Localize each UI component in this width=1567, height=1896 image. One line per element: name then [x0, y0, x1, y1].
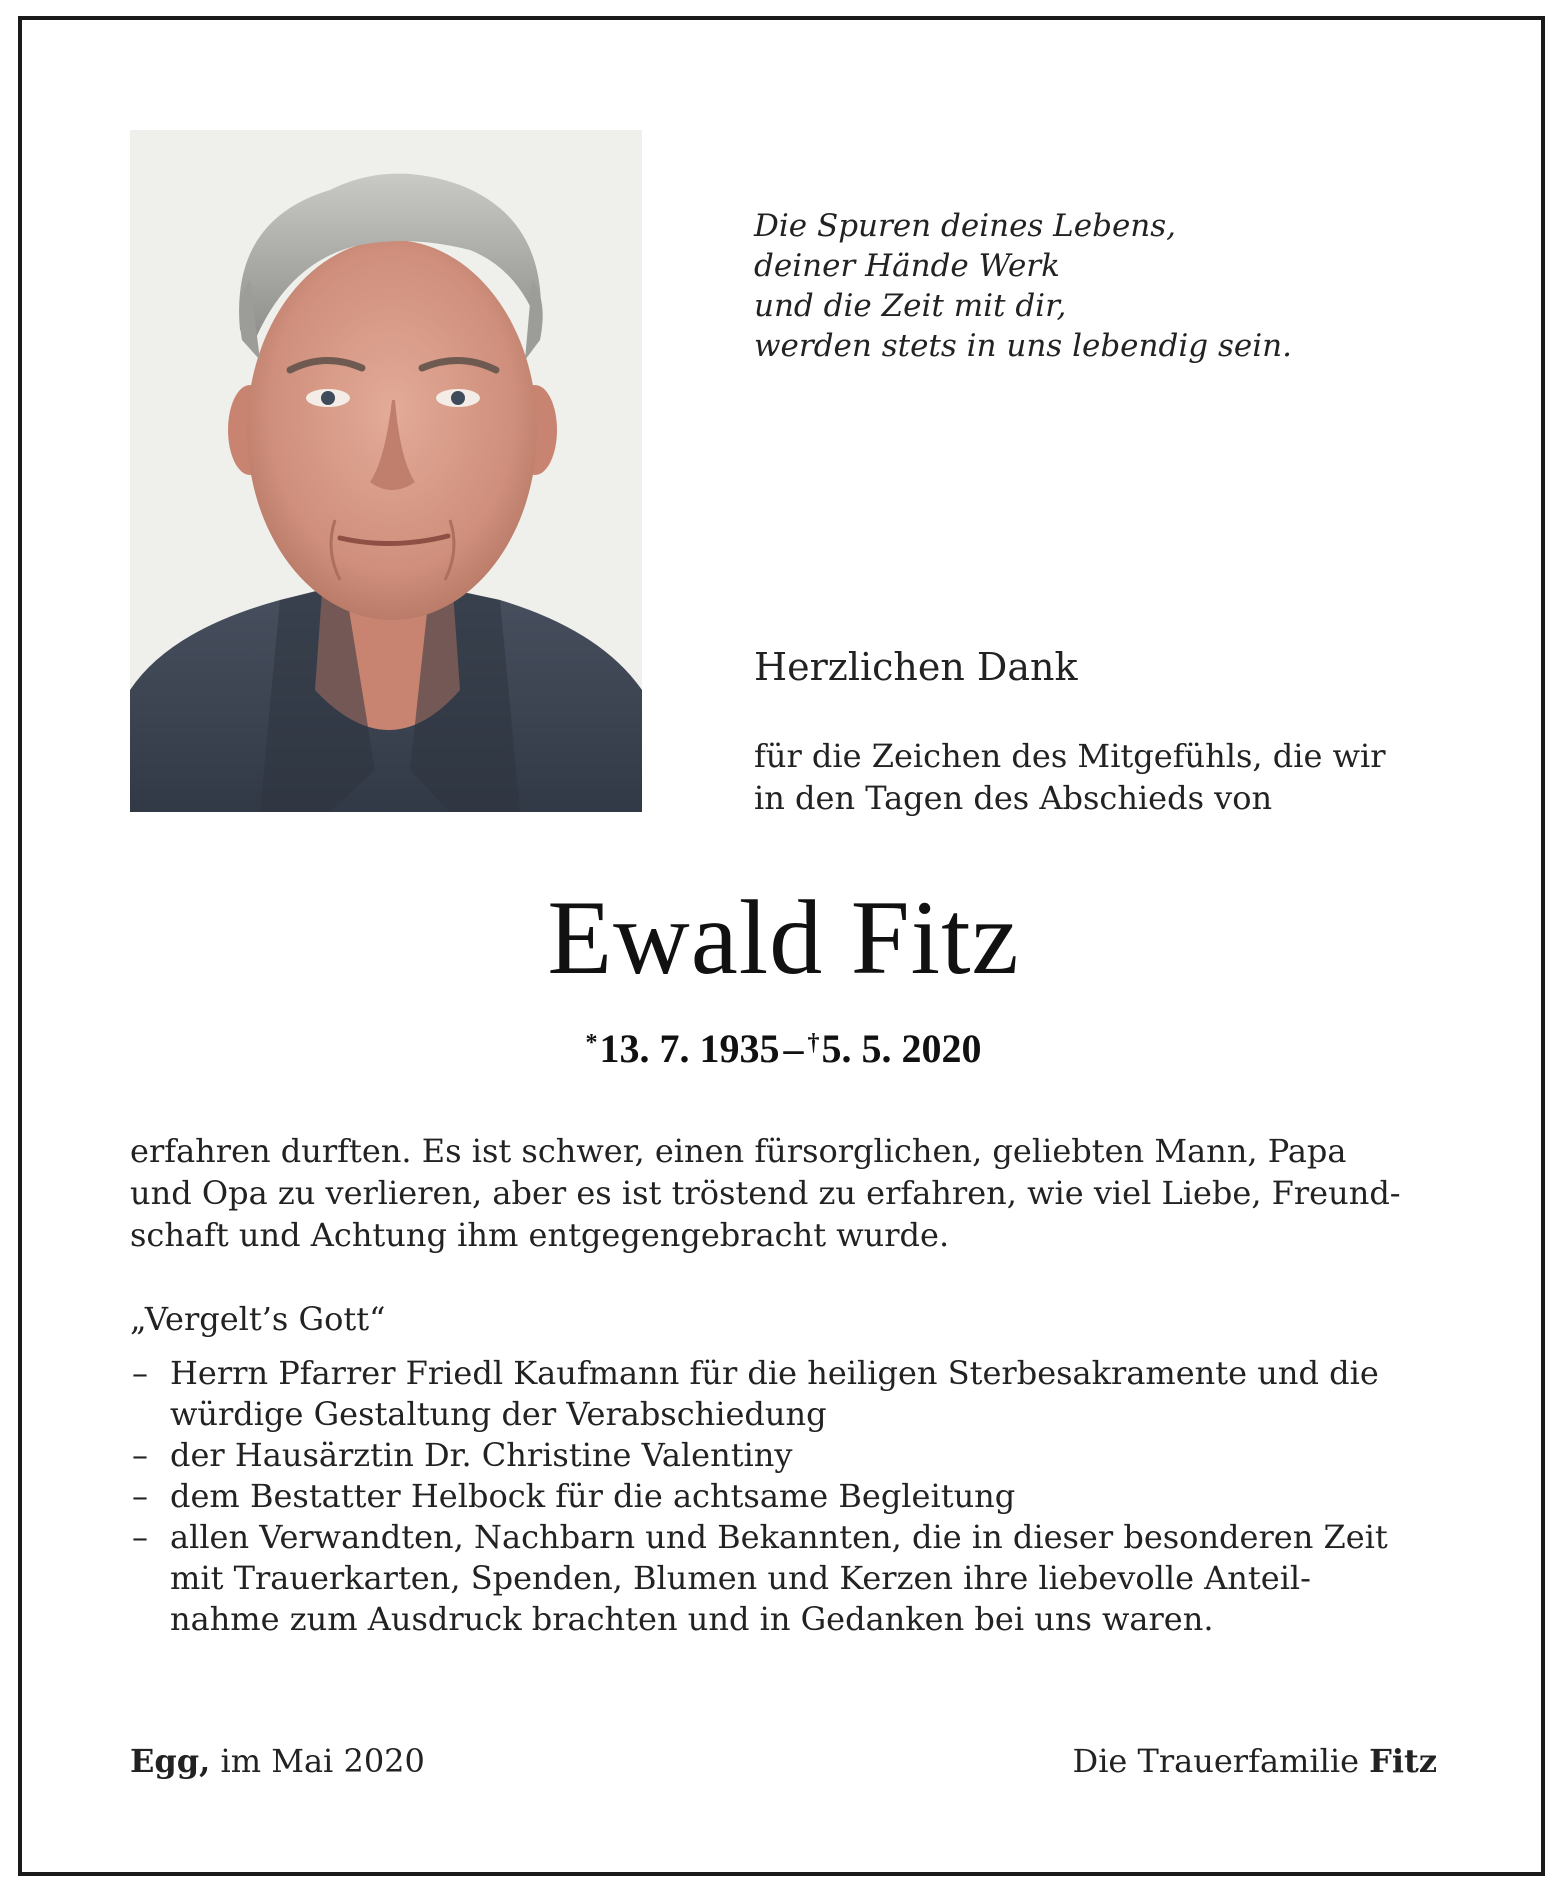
body-paragraph: [130, 1130, 1438, 1256]
family-prefix: Die Trauerfamilie: [1072, 1742, 1359, 1780]
list-item-line: der Hausärztin Dr. Christine Valentiny: [170, 1436, 793, 1474]
family-signature: [1073, 1740, 1437, 1782]
list-item-line: nahme zum Ausdruck brachten und in Gedanken bei uns waren.: [170, 1600, 1214, 1638]
place-name: Egg,: [130, 1742, 211, 1780]
deceased-name: Ewald Fitz: [547, 879, 1020, 996]
body-line: erfahren durften. Es ist schwer, einen fürsorglichen, geliebten Mann, Papa: [130, 1132, 1347, 1170]
poem-line: und die Zeit mit dir,: [754, 288, 1067, 324]
poem-line: werden stets in uns lebendig sein.: [754, 328, 1292, 364]
list-dash: –: [132, 1354, 148, 1392]
body-line: und Opa zu verlieren, aber es ist tröstend zu erfahren, wie viel Liebe, Freund-: [130, 1174, 1401, 1212]
date-separator: –: [783, 1026, 804, 1071]
list-item: [130, 1476, 1440, 1517]
death-symbol: †: [807, 1030, 820, 1056]
family-name: Fitz: [1369, 1742, 1437, 1780]
list-item-line: allen Verwandten, Nachbarn und Bekannten, die in dieser besonderen Zeit: [170, 1518, 1388, 1556]
list-item-line: dem Bestatter Helbock für die achtsame Begleitung: [170, 1477, 1016, 1515]
list-dash: –: [132, 1436, 148, 1474]
date-text: im Mai 2020: [220, 1742, 425, 1780]
list-item-line: mit Trauerkarten, Spenden, Blumen und Kerzen ihre liebevolle Anteil-: [170, 1559, 1311, 1597]
thanks-intro: [754, 735, 1454, 819]
memorial-poem: [754, 206, 1454, 366]
birth-symbol: *: [585, 1030, 598, 1056]
list-item: [130, 1435, 1440, 1476]
list-dash: –: [132, 1518, 148, 1556]
poem-line: Die Spuren deines Lebens,: [754, 208, 1177, 244]
list-item-line: würdige Gestaltung der Verabschiedung: [170, 1395, 827, 1433]
body-line: schaft und Achtung ihm entgegengebracht wurde.: [130, 1216, 950, 1254]
list-dash: –: [132, 1477, 148, 1515]
list-item: [130, 1353, 1440, 1435]
portrait-photo: [130, 130, 642, 812]
life-dates: [0, 1018, 1567, 1074]
poem-line: deiner Hände Werk: [754, 248, 1060, 284]
vergelts-gott-heading: „Vergelt’s Gott“: [130, 1300, 386, 1338]
place-date: [130, 1740, 425, 1782]
list-item-line: Herrn Pfarrer Friedl Kaufmann für die heiligen Sterbesakramente und die: [170, 1354, 1379, 1392]
thanks-heading: Herzlichen Dank: [754, 645, 1078, 689]
acknowledgement-list: [130, 1353, 1440, 1640]
thanks-intro-line: in den Tagen des Abschieds von: [754, 779, 1273, 817]
birth-date: 13. 7. 1935: [599, 1026, 780, 1071]
list-item: [130, 1517, 1440, 1640]
death-date: 5. 5. 2020: [821, 1026, 982, 1071]
thanks-intro-line: für die Zeichen des Mitgefühls, die wir: [754, 737, 1386, 775]
